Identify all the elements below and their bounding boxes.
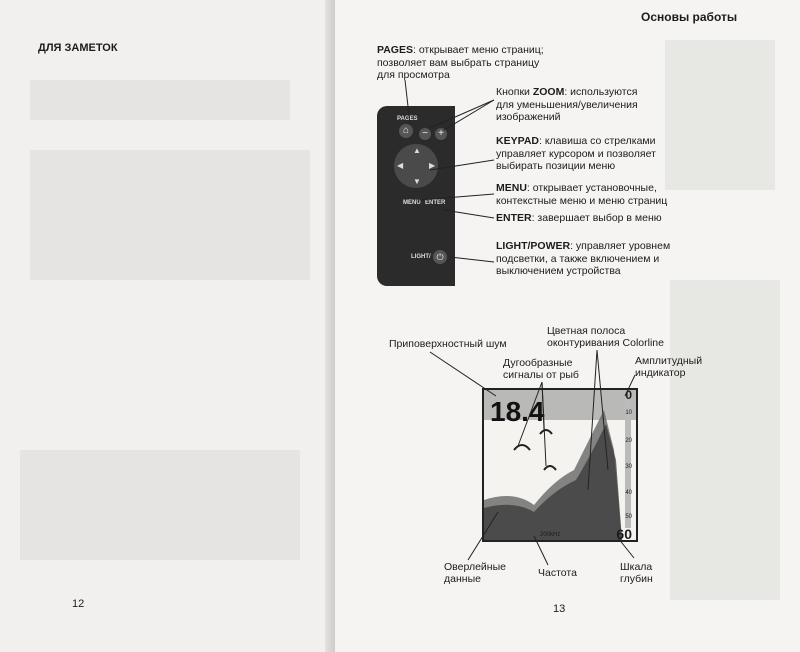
running-header: Основы работы <box>641 10 738 24</box>
zoom-desc-3: изображений <box>496 111 561 123</box>
enter-leader <box>444 210 494 218</box>
keypad-desc-2: управляет курсором и позволяет <box>496 147 656 160</box>
power-icon: ⏻ <box>433 250 447 264</box>
zoom-out-button: − <box>419 128 431 140</box>
colorline-label-2: оконтуривания Colorline <box>547 337 664 349</box>
left-page-number: 12 <box>72 598 85 610</box>
scale-tick: 40 <box>625 490 632 496</box>
right-page-number: 13 <box>553 603 566 615</box>
depth-scale-leader <box>618 538 634 558</box>
bottom-depth: 60 <box>616 526 632 542</box>
keypad-desc-3: выбирать позиции меню <box>496 160 616 172</box>
depth-reading: 18.4 <box>490 396 545 427</box>
light-desc-2: подсветки, а также включением и <box>496 252 660 265</box>
overlay-leader <box>468 512 498 560</box>
zoom-desc-2: для уменьшения/увеличения <box>496 98 638 111</box>
frequency-label: Частота <box>538 567 577 579</box>
scale-tick: 30 <box>625 464 632 470</box>
depth-scale-label-1: Шкала <box>620 561 653 573</box>
fish-leader-3 <box>542 382 546 466</box>
keypad-term: KEYPAD <box>496 135 539 147</box>
light-desc-1: : управляет уровнем <box>570 240 671 252</box>
scale-tick: 20 <box>625 438 632 444</box>
amplitude-label-2: индикатор <box>635 367 686 379</box>
scale-tick: 10 <box>625 410 632 416</box>
scale-tick: 50 <box>625 514 632 520</box>
fish-arches-label-2: сигналы от рыб <box>503 369 579 381</box>
colorline-leader-1 <box>588 350 597 490</box>
fish-leader-1 <box>518 382 542 446</box>
surface-clutter-leader <box>430 352 496 396</box>
pages-desc-2: позволяет вам выбрать страницу <box>377 56 540 69</box>
menu-term: MENU <box>496 182 527 194</box>
pages-button: ⌂ <box>399 124 413 138</box>
pages-desc-1: : открывает меню страниц; <box>412 44 544 56</box>
arrow-down-icon: ▼ <box>413 177 421 186</box>
colorline-leader-2 <box>597 350 608 470</box>
menu-desc-2: контекстные меню и меню страниц <box>496 194 668 207</box>
colorline-label-1: Цветная полоса <box>547 325 626 337</box>
fish-arches-label-1: Дугообразные <box>503 357 573 369</box>
depth-scale-label-2: глубин <box>620 573 653 585</box>
enter-desc-1: : завершает выбор в меню <box>531 212 662 224</box>
menu-leader <box>420 194 494 200</box>
light-desc-3: выключением устройства <box>496 265 621 277</box>
frequency-leader <box>534 536 548 565</box>
device-light-label: LIGHT/ <box>411 254 431 260</box>
zoom-term: ZOOM <box>532 86 565 98</box>
frequency-value: 200kHz <box>540 532 561 538</box>
amplitude-label-1: Амплитудный <box>635 355 703 367</box>
keypad-desc-1: : клавиша со стрелками <box>538 135 656 147</box>
light-term: LIGHT/POWER <box>496 240 571 252</box>
zoom-leader-1 <box>430 100 494 128</box>
enter-term: ENTER <box>496 212 532 224</box>
pages-leader <box>405 80 410 124</box>
pages-term: PAGES <box>377 44 413 56</box>
left-page-heading: ДЛЯ ЗАМЕТОК <box>38 42 118 54</box>
overlay-label-2: данные <box>444 573 481 585</box>
keypad-leader <box>430 160 494 170</box>
zoom-pre: Кнопки <box>496 86 533 98</box>
arrow-up-icon: ▲ <box>413 146 421 155</box>
surface-clutter-label: Приповерхностный шум <box>389 338 507 350</box>
overlay-label-1: Оверлейные <box>444 561 506 573</box>
arrow-left-icon: ◀ <box>397 161 404 170</box>
device-enter-label: ENTER <box>425 200 446 206</box>
zoom-leader-2 <box>444 100 494 130</box>
zoom-desc-1: : используются <box>564 86 638 98</box>
device-menu-label: MENU <box>403 200 421 206</box>
light-leader <box>450 257 494 262</box>
top-depth: 0 <box>625 388 632 402</box>
device-pages-label: PAGES <box>397 116 418 122</box>
amplitude-leader <box>625 375 635 396</box>
arrow-right-icon: ▶ <box>429 161 436 170</box>
menu-desc-1: : открывает установочные, <box>526 182 657 194</box>
pages-desc-3: для просмотра <box>377 69 450 81</box>
zoom-in-button: + <box>435 128 447 140</box>
